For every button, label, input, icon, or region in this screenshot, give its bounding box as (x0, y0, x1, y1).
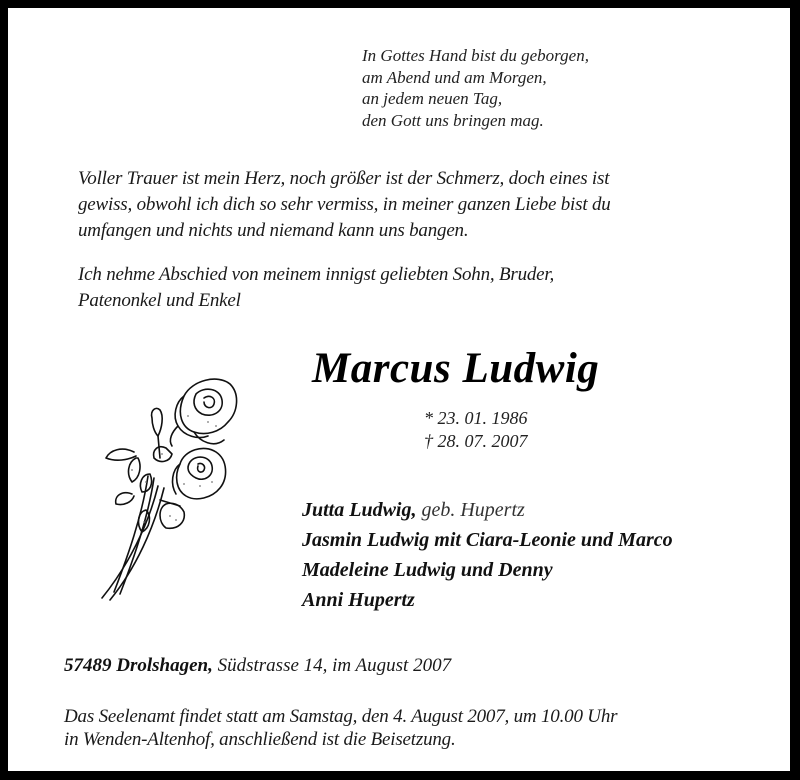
family-member-note: geb. Hupertz (416, 499, 525, 521)
poem (362, 45, 589, 131)
family-member-name: Madeleine Ludwig und Denny (302, 559, 553, 581)
poem-line: den Gott uns bringen mag. (362, 110, 544, 130)
poem-line: an jedem neuen Tag, (362, 89, 503, 108)
farewell-paragraph (78, 262, 554, 314)
text-line: Das Seelenamt findet statt am Samstag, den 4. August 2007, um 10.00 Uhr (64, 706, 618, 727)
family-member (302, 525, 673, 555)
family-member (302, 585, 673, 615)
text-line: Patenonkel und Enkel (78, 290, 241, 311)
rose-illustration-icon (88, 366, 248, 606)
family-member-name: Jutta Ludwig, (302, 499, 417, 521)
text-line: in Wenden-Altenhof, anschließend ist die Beisetzung. (64, 729, 456, 750)
text-line: Ich nehme Abschied von meinem innigst geliebten Sohn, Bruder, (78, 264, 555, 285)
family-member (302, 555, 673, 585)
poem-line: In Gottes Hand bist du geborgen, (362, 46, 589, 65)
poem-line: am Abend und am Morgen, (362, 67, 547, 87)
family-member-name: Anni Hupertz (302, 589, 415, 611)
birth-date: * 23. 01. 1986 (424, 408, 528, 428)
address-line (64, 655, 451, 677)
text-line: gewiss, obwohl ich dich so sehr vermiss, in meiner ganzen Liebe bist du (78, 194, 611, 215)
obituary-notice (8, 8, 790, 771)
life-dates (424, 407, 528, 453)
deceased-name: Marcus Ludwig (312, 345, 600, 392)
intro-paragraph (78, 166, 611, 244)
service-info (64, 705, 617, 751)
text-line: umfangen und nichts und niemand kann uns bangen. (78, 220, 469, 241)
family-member (302, 495, 673, 525)
address-place: 57489 Drolshagen, (64, 655, 213, 676)
family-list (302, 495, 673, 615)
death-date: † 28. 07. 2007 (424, 431, 528, 451)
address-rest: Südstrasse 14, im August 2007 (212, 655, 452, 676)
text-line: Voller Trauer ist mein Herz, noch größer ist der Schmerz, doch eines ist (78, 168, 610, 189)
family-member-name: Jasmin Ludwig mit Ciara-Leonie und Marco (302, 529, 673, 551)
